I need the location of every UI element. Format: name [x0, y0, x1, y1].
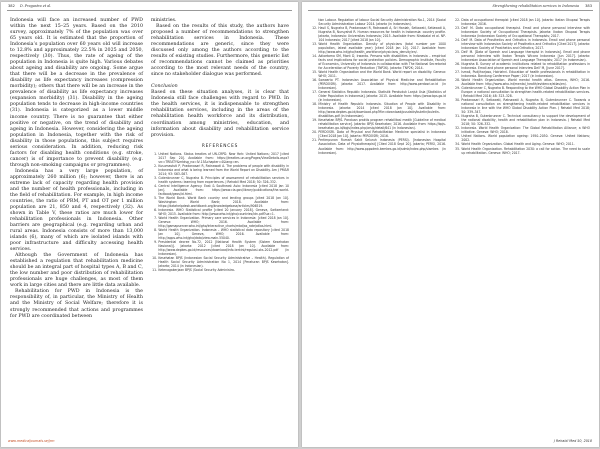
reference-item — [151, 184, 289, 196]
reference-number: 15. — [312, 70, 317, 75]
reference-text: Central Intelligence Agency. East & Southeast Asia: Indonesia [cited 2018 Jan 10 Jan]. Available from: https://www.cia.gov/library/publications/the-world-factbook/geos/id.html. — [158, 183, 289, 196]
reference-number: 18. — [312, 102, 317, 107]
reference-number: 19. — [312, 118, 317, 123]
reference-item — [454, 114, 590, 126]
reference-item — [311, 26, 446, 42]
reference-item — [454, 38, 590, 50]
section-heading-conclusion: Conclusion — [151, 84, 178, 90]
journal-footer: J Rehabil Med 50, 2018 — [553, 439, 592, 443]
reference-number: 30. — [455, 98, 460, 103]
reference-number: 31. — [455, 114, 460, 119]
reference-item — [454, 50, 590, 62]
paragraph: ministries. — [151, 18, 177, 23]
reference-text: Data of occupational therapist [cited 2018 Jan 10]. Jakarta: Ikatan Okupasi Terapis Indonesia; 2016. — [461, 18, 590, 27]
reference-number: 21. — [312, 138, 317, 143]
reference-number: 26. — [455, 62, 460, 67]
reference-number: 5. — [154, 195, 157, 200]
body-column-2 — [151, 18, 289, 272]
reference-item — [454, 78, 590, 86]
reference-text: Kesehatan BPJS (Indonesian Social Security Administrative – Health). Regulation of Health Social Security Administration No 1, 2014 [Peraturan BPJS Kesehatan]. Jakarta; 2014 (in Indonesian). — [158, 256, 289, 269]
reference-number: 7. — [154, 215, 157, 220]
body-column-1 — [10, 18, 143, 320]
reference-list — [454, 18, 590, 155]
reference-item — [151, 208, 289, 216]
reference-item — [151, 268, 289, 272]
reference-text: Gutenbrunner C, Nugraha B. Responding to the WHO Global Disability Action Plan in Europe: a national consultation to strengthen health-related rehabilitation services. J Rehabil Med 2016; 48: 323–328. — [461, 86, 590, 99]
references-heading: REFERENCES — [201, 143, 239, 149]
reference-text: Hasil S, Nugraha B, Pradanasari R, Ratnawati A, Sri Haniah, Setiawati, Setiawati A, Nugraha B, Nursyahdi R. Human resources for health in Indonesia: country profile. Jakarta, Indonesia: Universitas Indonesia; 2015. Available from: Ninabalai et al. NP-104 Indonesia; 2017 [cited 2018 Jan 10]. — [318, 26, 446, 43]
reference-text: Gutenbrunner C, Nugraha B. Principles of assessment of rehabilitation services in health systems: learning from experiences. J Rehabil Med 2018; 50: 326–332. — [158, 175, 289, 184]
running-head: Strengthening rehabilitation services in Indonesia — [492, 4, 579, 8]
reference-number: 17. — [312, 90, 317, 95]
reference-number: 10. — [152, 256, 157, 260]
reference-item — [151, 228, 289, 240]
reference-text: Dell' M. Data of Prosthetics and Orthotics in Indonesia. Email and phone personal interview with Indonesian Society of Prosthetics and Orthotics [Cited 2017]. Jakarta: Indonesian Society of Prosthetics and Orthotics; 2017. — [461, 38, 590, 51]
reference-number: 22. — [455, 18, 460, 22]
reference-text: Soewarto PT. Indonesian Association of Physical Medicine and Rehabilitation (PERDOSRI). Jakarta: 2017. Available from: http://www.perdosri.or.id (in Indonesian). — [318, 78, 446, 91]
reference-text: Dell' M. [Data of Speech and Language therapist in Indonesia]. Email and phone personal interview with Ikatan Terapis Wicara Indonesia [Jun 2017]. Jakarta: Indonesian Association of Speech and Language Therapists; 2017 (in Indonesian). — [461, 50, 590, 63]
reference-number: 28. — [455, 78, 460, 83]
page-left — [1, 2, 298, 447]
reference-item — [311, 54, 446, 70]
reference-text: Ketenagakerjaan BPJS (Social Security Administra- — [158, 268, 236, 273]
reference-text: The World Bank. World Bank country and lending groups [cited 2018 Jan 10]. Washington: World Bank; 2018. Available from: https://datahelpdesk.worldbank.org/knowledgebase/articles/906519. — [158, 195, 289, 208]
reference-number: 14. — [312, 54, 317, 59]
reference-text: Kusumastuti P, Pradanasari R, Ratnawati A. The problems of people with disability in Indonesia and what is being learned from the World Report on Disability. Am J PM&R 2014; 93: S63–S67. — [158, 163, 289, 176]
reference-column-2 — [454, 18, 590, 155]
reference-text: General Statistics Republic Indonesia. Statistik Penduduk Lanjut Usia [Statistics of Older Population in Indonesia]. Jakarta: 2015. Available from: https://www.bps.go.id (in Indonesian). — [318, 90, 446, 103]
reference-text: Presidential decree No.72, 2012 [National Health System (Sistem Kesehatan Nasional)]. Jakarta: 2012 [cited 2018 Jan 10]. Available from: http://www.depkes.go.id/resources/download/info-terkini/regulasi-sks-2012.pdf (in Indonesian). — [158, 239, 289, 256]
running-head: D. Pragastra et al. — [20, 4, 52, 8]
reference-text: World Health Organization. Indonesia – WHO statistical data repository [cited 2018 Jan 10]. Geneva, WHO; 2016. Available from: http://apps.who.int/gho/data/view.main.55040. — [158, 227, 289, 240]
reference-text: tion Labour. Regulation of labour Social Security Administration No.1, 2014 [Social Security Administration Labour 2014. Jakarta (in Indonesian). — [318, 18, 446, 27]
reference-item — [454, 86, 590, 98]
paragraph: Based on these situation analyses, it is clear that Indonesia still face challenges with regard to PWD. In the health services, it is indispensable to strengthen rehabilitation services, including in the areas of the rehabilitation health workforce and its distribution, coordination among ministries, education, and information about disability and rehabilitation service provision. — [151, 90, 289, 138]
reference-number: 25. — [455, 50, 460, 55]
reference-number: 24. — [455, 38, 460, 43]
reference-item — [311, 102, 446, 118]
reference-item — [454, 70, 590, 78]
reference-item — [311, 118, 446, 130]
reference-text: United Nations. Status treaties of UN-CRPD. New York: United Nations; 2017 [cited 2017 Sep 20]. Available from: https://treaties.un.org/Pages/ViewDetails.aspx?src=TREATY&mtdsg_no=IV-15&chapter=4&lang=en. — [158, 151, 289, 164]
reference-number: 33. — [455, 134, 460, 139]
reference-number: 34. — [455, 142, 460, 147]
reference-number: 20. — [312, 130, 317, 135]
paragraph: Although the Government of Indonesia has established a regulation that rehabilitation medicine should be an integral part of hospital types A, B and C, the low number and poor distribution of rehabilitation professionals are huge challenges, as most of them work in large cities and there are little data available. — [10, 253, 143, 289]
reference-number: 9. — [154, 239, 157, 244]
reference-number: 1. — [154, 151, 157, 156]
reference-list — [151, 152, 289, 272]
reference-item — [151, 216, 289, 228]
paragraph: Indonesia will face an increased number of PWD within the next 15–25 years. Based on the 2010 survey, approximately 7% of the population was over 65 years old. It is estimated that the proportion of Indonesia’s population over 60 years old will increase to 12.8% and approximately 22.5% in 2025 and 2050, respectively (30). Thus, the rate of ageing of the population in Indonesia is quite high. Various debates about ageing and disability are ongoing. Some argue that there will be a decrease in the prevalence of disability as life expectancy increases (compression morbidity); others that there will be an increase in the prevalence of disability as life expectancy increases (expansion morbidity) (31). Disability in the ageing population tends to decrease in high-income countries (31). Indonesia is categorized as a lower middle income country. There is no guarantee that either positive or negative, on the trend of disability and ageing in Indonesia. However, considering the ageing population in Indonesia, together with the risk of disability in those populations, this subject requires serious consideration. In addition, reducing risk factors for disabling health conditions (e.g. stroke, cancer) is of importance to prevent disability (e.g. through non-smoking campaigns or programmes). — [10, 18, 143, 168]
reference-item — [454, 126, 590, 134]
reference-number — [311, 18, 318, 26]
reference-text: Nugraha B. Survey of academic institutions related to rehabilitation professions in Indonesia. Email and phone personal interview Dell' M, [June 2017]. — [461, 62, 590, 71]
reference-item — [311, 138, 446, 154]
reference-item — [311, 18, 446, 26]
reference-number: 13. — [312, 42, 317, 47]
reference-text: World Health Organization. World mental health atlas. Geneva, WHO; 2016. Available from: http://www.who.int/mental_health/evidence/atlas/en/. — [461, 78, 590, 87]
page-right — [302, 2, 599, 447]
reference-number: 6. — [154, 207, 157, 212]
reference-text: World Health Organization. Global Health and Aging. Geneva: WHO; 2011. — [461, 142, 575, 147]
reference-text: World Health Organization. Density of physicians (total number per 1000 population, latest available year) [cited 2018 Jan 10]. 2017. Available from: http://www.who.int/gho/health_workforce/physicians_density/en/. — [318, 42, 446, 55]
reference-item — [311, 70, 446, 78]
reference-item — [151, 196, 289, 208]
reference-item — [454, 26, 590, 38]
paragraph: Based on the results of this study, the authors have proposed a number of recommendations to strengthen rehabilitation services in Indonesia. These recommendations are generic, since they were discussed only among the authors according to the results of existing studies. Furthermore, this generic list of recommendations cannot be claimed as priorities according to the most relevant needs of the country, since no stakeholder dialogue was performed. — [151, 24, 289, 78]
reference-item — [454, 98, 590, 114]
reference-number: 11. — [152, 268, 157, 273]
footer-url[interactable]: www.medicaljournals.se/jrm — [8, 439, 55, 443]
reference-item — [454, 18, 590, 26]
reference-item — [311, 90, 446, 102]
reference-number: 16. — [312, 78, 317, 83]
reference-number: 32. — [455, 126, 460, 131]
reference-item — [151, 176, 289, 184]
reference-number: 12. — [312, 26, 317, 31]
reference-number: 27. — [455, 70, 460, 75]
paragraph: Rehabilitation for PWD in Indonesia is the responsibility of, in particular, the Ministry of Health and the Ministry of Social Welfare; therefore it is strongly recommended that actions and programmes for PWD are coordinated between — [10, 289, 143, 319]
reference-text: Pradanasari R, Setiawati, Ratnawati A, Nugraha B, Gutenbrunner C. Towards a national consultation on strengthening health-related rehabilitation services in Indonesia in line with the WHO Global Disability Action Plan. J Rehabil Med 2018; 50: 339–347. — [461, 98, 590, 115]
reference-number: 35. — [455, 146, 460, 151]
paragraph: Indonesia has a very large population, of approximately 260 million (6); however, there is an extreme lack of capacity regarding health provision and the number of health professionals, including in the field of rehabilitation. For example, in high income countries, the ratio of PRM, PT and OT per 1 million population are 21, 850 and 4, respectively (32). As shown in Table V, these ratios are much lower for rehabilitation professionals in Indonesia. Other barriers are geographical (e.g. regarding urban and rural areas. Indonesia consists of more than 13,000 islands (6), many of which are isolated islands with poor infrastructure and difficulty accessing health services. — [10, 168, 143, 253]
reference-number: 4. — [154, 183, 157, 188]
reference-number: 2. — [154, 163, 157, 168]
reference-text: Nugraha B, Gutenbrunner C. Technical consultancy to support the development of the national disability, health and rehabilitation plan in Indonesia. J Rehabil Med 2018; 50: 326–332. — [461, 114, 590, 127]
reference-text: Indonesia. WHO Statistical profile [cited 20 January 2018]. Geneva, Switzerland: WHO; 2015. Available from: http://www.who.int/gho/countries/idn.pdf?ua=1. — [158, 207, 289, 216]
reference-text: Indonesia. World Health Organization: The Global Rehabilitation Alliance; a WHO initiative. Geneva: WHO; 2018. — [461, 126, 590, 135]
reference-list — [311, 18, 446, 155]
reference-number: 23. — [455, 26, 460, 31]
reference-text: PERDOSRI. Data of Physical and Rehabilitation Medicine specialist in Indonesia [Cited 2018 Jan 10]. Jakarta: PERDOSRI; 2016. — [318, 130, 446, 139]
reference-item — [311, 42, 446, 54]
reference-item — [311, 130, 446, 138]
reference-text: World Health Organization. Primary care services in Indonesia: [cited 2018 Jan 10]. Geneva: WHO; 2016. Available from: http://gamapserver.who.int/gho/interactive_charts/mbd/as_rate/atlas.html. — [158, 215, 289, 228]
page-number: 382 — [8, 4, 15, 8]
reference-column-1 — [311, 18, 446, 155]
reference-item — [454, 134, 590, 142]
reference-number: 29. — [455, 86, 460, 91]
reference-number: 8. — [154, 227, 157, 232]
page-number: 383 — [585, 4, 592, 8]
reference-text: World Health Organization. Rehabilitation 2030: a call for action. The need to scale up rehabilitation. Geneva: WHO; 2017. — [461, 146, 590, 155]
reference-item — [454, 147, 590, 155]
reference-item — [151, 256, 289, 268]
reference-text: Dell' M. Data occupational therapist. Email and phone personal interview with Indonesian Society of Occupational Therapists. Jakarta: Ikatan Okupasi Terapis Indonesia (Indonesian Society of Occupational Therapists; 2017. — [461, 26, 590, 39]
reference-number: 3. — [154, 175, 157, 180]
reference-item — [151, 152, 289, 164]
reference-item — [151, 164, 289, 176]
reference-text: Ismail, Pudjiharjoso, Hoiriahni. Education of health professionals in rehabilitation in Indonesia. Bandung Conference Paper; 2017 (in Indonesian). — [461, 70, 590, 79]
reference-text: Kesehatan BPJS. Panduan praktis program rehabilitasi medik [Guideline of medical rehabilitation service]. Jakarta: BPJS Kesehatan; 2016. Available from: https://bpjs-kesehatan.go.id/bpjs/index.php/arsip/detail/641 (in Indonesian). — [318, 118, 446, 131]
reference-item — [311, 78, 446, 90]
reference-text: World Health Organization and the World Bank. World report on disability. Geneva: WHO; 2011. — [318, 70, 446, 79]
reference-text: Pertimpunan Rumah Sakit Seluruh Indonesia (PERSI). [Indonesian Hospital Association. Data of Physiotherapist] [Cited 2018 Sept 20]. Jakarta; PERSI, 2016. Available from: http://www.pppsdmk.kemkes.go.id/sdmk/index.php/sismkes (in Indonesian). — [318, 138, 446, 155]
reference-text: United Nations. World population ageing: 1950–2050. Geneva: United Nations; 2002. — [461, 134, 590, 143]
header-rule — [7, 10, 292, 11]
header-rule — [308, 10, 593, 11]
reference-text: Ministry of Health Republic Indonesia. Situation of People with Disability in Indonesia. Jakarta: 2014 [cited 2018 Jan 10]. Available from: http://www.depkes.go.id/download.php?file=download/pusdatin/buletin/buletin-disabilitas.pdf (in Indonesian). — [318, 102, 446, 119]
reference-item — [454, 62, 590, 70]
reference-item — [151, 240, 289, 256]
reference-text: Adioetomo SM, Mont D, Irwanto. Persons with disabilities in Indonesia – empirical facts and implications for social protection policies. Demographic Institute, Faculty of Economics, University of Indonesia in collaboration with The National Secretariat for Acceleration of Poverty Reduction (TNP2K). Jakarta: TNP2K; 2014. — [318, 54, 446, 71]
